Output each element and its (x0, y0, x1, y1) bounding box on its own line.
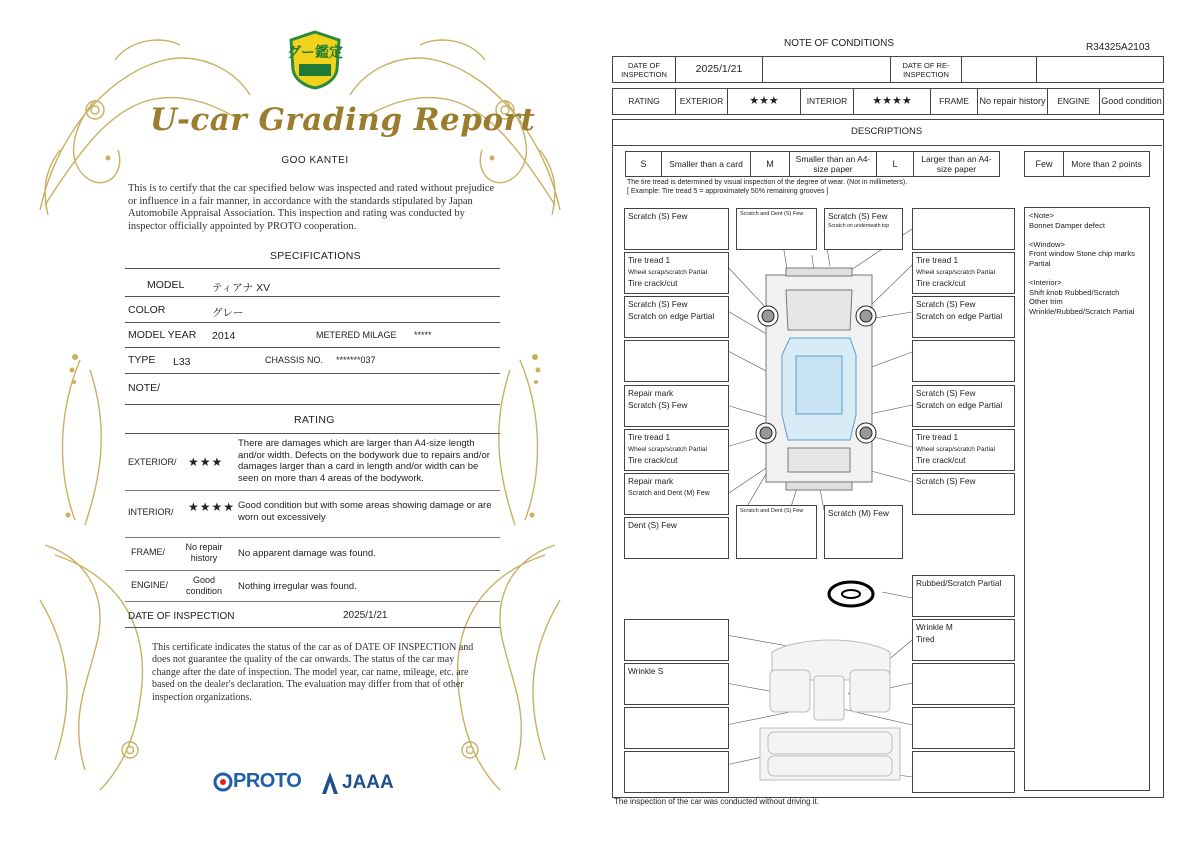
proto-mark-icon (213, 772, 233, 792)
frame-label: FRAME/ (131, 547, 166, 557)
damage-text: Wrinkle S (628, 666, 664, 676)
sheet-footer: The inspection of the car was conducted without driving it. (614, 797, 819, 806)
engine-label: ENGINE (1048, 89, 1100, 114)
divider (125, 268, 500, 269)
damage-text: Tire crack/cut (916, 278, 966, 288)
damage-text: Scratch on edge Partial (916, 399, 1003, 410)
engine-value: Good condition (1101, 96, 1162, 107)
rating-title: RATING (294, 414, 335, 426)
interior-label: INTERIOR/ (128, 507, 174, 517)
damage-text: Repair mark (628, 476, 674, 486)
descriptions-title: DESCRIPTIONS (851, 126, 923, 137)
sheet-title: NOTE OF CONDITIONS (784, 38, 894, 49)
divider (125, 347, 500, 348)
model-year-value: 2014 (212, 330, 236, 342)
divider (125, 373, 500, 374)
damage-box-right-front-panel (912, 296, 1015, 338)
damage-text: Tire crack/cut (916, 455, 966, 465)
damage-box-right-front-door (912, 340, 1015, 382)
divider (125, 627, 500, 628)
type-value: L33 (173, 356, 191, 368)
date-of-inspection-value: 2025/1/21 (676, 57, 763, 82)
jaaa-wordmark: JAAA (342, 772, 394, 793)
damage-text: Scratch (S) Few (828, 211, 888, 221)
damage-text: Dent (S) Few (628, 520, 677, 530)
certificate-footer: This certificate indicates the status of the car as of DATE OF INSPECTION and does not guarantee the quality of the car onwards. The status of the car may change after the date of inspection. The model year, car name, mileage, etc. are based on the dealer's declaration. The evaluation may differ from that of other inspection organizations. (152, 642, 474, 703)
steering-wheel-icon (829, 582, 873, 606)
damage-text: Tire tread 1 (628, 432, 671, 442)
note-of-conditions-sheet (600, 0, 1200, 848)
damage-box-interior-right-2 (912, 663, 1015, 705)
note-line: Front window Stone chip marks Partial (1029, 249, 1135, 268)
divider (125, 490, 500, 491)
damage-text: Scratch (S) Few (628, 211, 688, 221)
damage-text: Tire crack/cut (628, 455, 678, 465)
chassis-label: CHASSIS NO. (265, 355, 324, 365)
exterior-label: EXTERIOR (676, 89, 728, 114)
report-title: U-car Grading Report (150, 102, 536, 138)
damage-box-steering (912, 575, 1015, 617)
damage-text: Tire tread 1 (916, 432, 959, 442)
legend-few-desc: More than 2 points (1071, 158, 1142, 169)
legend-few: Few (1025, 152, 1064, 176)
damage-text: Tire tread 1 (628, 255, 671, 265)
damage-box-interior-right-1 (912, 619, 1015, 661)
damage-text: Scratch and Dent (S) Few (740, 211, 804, 217)
specs-title: SPECIFICATIONS (270, 250, 361, 262)
interior-label: INTERIOR (801, 89, 854, 114)
damage-text: Scratch and Dent (S) Few (740, 508, 804, 514)
note-line (1029, 230, 1145, 240)
note-line: <Note> (1029, 211, 1054, 220)
frame-description: No apparent damage was found. (238, 548, 376, 559)
damage-box-interior-left-4 (624, 751, 729, 793)
damage-text: Scratch (S) Few (916, 299, 976, 309)
damage-text: Scratch (S) Few (628, 399, 688, 410)
divider (125, 296, 500, 297)
metered-milage-label: METERED MILAGE (316, 330, 397, 340)
damage-box-left-front-tire (624, 252, 729, 294)
damage-text: Wheel scrap/scratch Partial (628, 445, 708, 453)
note-line: Other trim Wrinkle/Rubbed/Scratch Partial (1029, 297, 1135, 316)
damage-box-rear-center-right (824, 505, 903, 559)
note-line (1029, 269, 1145, 279)
tire-note-1: The tire tread is determined by visual inspection of the degree of wear. (Not in millimeters). (627, 179, 908, 186)
damage-text: Scratch on edge Partial (628, 310, 715, 321)
damage-box-interior-right-3 (912, 707, 1015, 749)
damage-box-left-rear-door (624, 385, 729, 427)
proto-wordmark: PROTO (233, 770, 302, 792)
jaaa-logo (320, 770, 400, 796)
frame-value: No repair history (978, 89, 1048, 114)
damage-box-interior-left-3 (624, 707, 729, 749)
legend-s-desc: Smaller than a card (662, 152, 751, 176)
damage-text: Scratch (S) Few (628, 299, 688, 309)
divider (125, 322, 500, 323)
engine-label: ENGINE/ (131, 580, 169, 590)
exterior-label: EXTERIOR/ (128, 457, 177, 467)
exterior-description: There are damages which are larger than A4-size length and/or width. Defects on the bodywork due to repairs and/or damages larger than a card in length and/or width can be seen on more than 4 areas of the bodywork. (238, 438, 490, 484)
note-line: Bonnet Damper defect (1029, 220, 1105, 230)
damage-text: Repair mark (628, 388, 674, 398)
damage-box-rear-left (624, 517, 729, 559)
jaaa-mark-icon (320, 770, 340, 796)
engine-description: Nothing irregular was found. (238, 581, 357, 592)
divider (125, 570, 500, 571)
report-subtitle: GOO KANTEI (281, 155, 349, 166)
divider (125, 601, 500, 602)
legend-m: M (751, 152, 790, 176)
interior-description: Good condition but with some areas showing damage or are worn out excessively (238, 500, 492, 523)
engine-value: Good condition (185, 575, 223, 596)
note-label: NOTE/ (128, 382, 161, 394)
chassis-value: *******037 (336, 355, 376, 365)
damage-text: Scratch and Dent (M) Few (628, 489, 710, 497)
damage-box-front-center-right (824, 208, 903, 250)
legend-s: S (626, 152, 662, 176)
damage-box-right-front-tire (912, 252, 1015, 294)
damage-box-left-front-panel (624, 296, 729, 338)
damage-box-front-left (624, 208, 729, 250)
frame-value: No repair history (185, 542, 223, 563)
damage-box-right-rear-panel (912, 473, 1015, 515)
note-line: <Interior> (1029, 278, 1062, 288)
exterior-stars: ★★★ (188, 455, 224, 469)
date-reinspection-label: DATE OF RE-INSPECTION (891, 57, 962, 82)
interior-stars: ★★★★ (188, 500, 236, 514)
color-value: グレー (212, 307, 244, 319)
model-value: ティアナ XV (212, 282, 271, 294)
model-year-label: MODEL YEAR (128, 329, 197, 341)
notes-panel (1024, 207, 1150, 791)
damage-text: Scratch (M) Few (828, 508, 889, 518)
damage-text: Rubbed/Scratch Partial (916, 578, 1002, 588)
damage-box-front-center-left (736, 208, 817, 250)
intro-paragraph: This is to certify that the car specified below was inspected and rated without prejudice or influence in a fair manner, in accordance with the standards stipulated by Japan Automobile Appraisal Association. This inspection and rating was conducted by inspector officially appointed by PROTO cooperation. (128, 183, 495, 232)
notes-list (1025, 208, 1149, 320)
damage-subtext: Scratch on underneath top (828, 222, 890, 229)
damage-text: Scratch (S) Few (916, 476, 976, 486)
note-line: Shift knob Rubbed/Scratch (1029, 287, 1120, 297)
damage-box-interior-left-1 (624, 619, 729, 661)
damage-box-left-front-door (624, 340, 729, 382)
divider (125, 537, 500, 538)
divider (125, 404, 500, 405)
date-label: DATE OF INSPECTION (128, 611, 235, 622)
damage-text: Scratch on edge Partial (916, 310, 1003, 321)
proto-logo (213, 770, 313, 796)
badge-text: グー鑑定 (287, 44, 343, 60)
damage-text: Wrinkle M (916, 622, 953, 632)
damage-text: Tire tread 1 (916, 255, 959, 265)
damage-box-left-rear-panel (624, 473, 729, 515)
damage-box-right-rear-tire (912, 429, 1015, 471)
damage-box-front-right (912, 208, 1015, 250)
rating-label: RATING (613, 89, 676, 114)
frame-label: FRAME (931, 89, 978, 114)
legend-l: L (877, 152, 914, 176)
damage-text: Tire crack/cut (628, 278, 678, 288)
date-value: 2025/1/21 (343, 610, 388, 621)
note-line: <Window> (1029, 239, 1065, 249)
legend-l-desc: Larger than an A4-size paper (921, 153, 992, 174)
color-label: COLOR (128, 304, 166, 316)
goo-kantei-badge (287, 30, 343, 90)
tire-note-2: [ Example: Tire tread 5 = approximately 50% remaining grooves ] (627, 188, 829, 195)
legend-m-desc: Smaller than an A4-size paper (790, 152, 877, 176)
divider (125, 433, 500, 434)
damage-box-left-rear-tire (624, 429, 729, 471)
damage-text: Wheel scrap/scratch Partial (628, 268, 708, 276)
damage-text: Wheel scrap/scratch Partial (916, 268, 996, 276)
reference-number: R34325A2103 (1086, 42, 1150, 53)
damage-text: Scratch (S) Few (916, 388, 976, 398)
metered-milage-value: ***** (414, 330, 432, 340)
damage-box-rear-center-left (736, 505, 817, 559)
damage-text: Tired (916, 633, 935, 644)
date-of-inspection-label: DATE OF INSPECTION (613, 57, 676, 82)
model-label: MODEL (147, 279, 185, 291)
interior-stars: ★★★★ (854, 89, 931, 114)
damage-text: Wheel scrap/scratch Partial (916, 445, 996, 453)
damage-box-interior-right-4 (912, 751, 1015, 793)
type-label: TYPE (128, 354, 156, 366)
damage-box-interior-left-2 (624, 663, 729, 705)
exterior-stars: ★★★ (728, 89, 801, 114)
damage-box-right-rear-door (912, 385, 1015, 427)
